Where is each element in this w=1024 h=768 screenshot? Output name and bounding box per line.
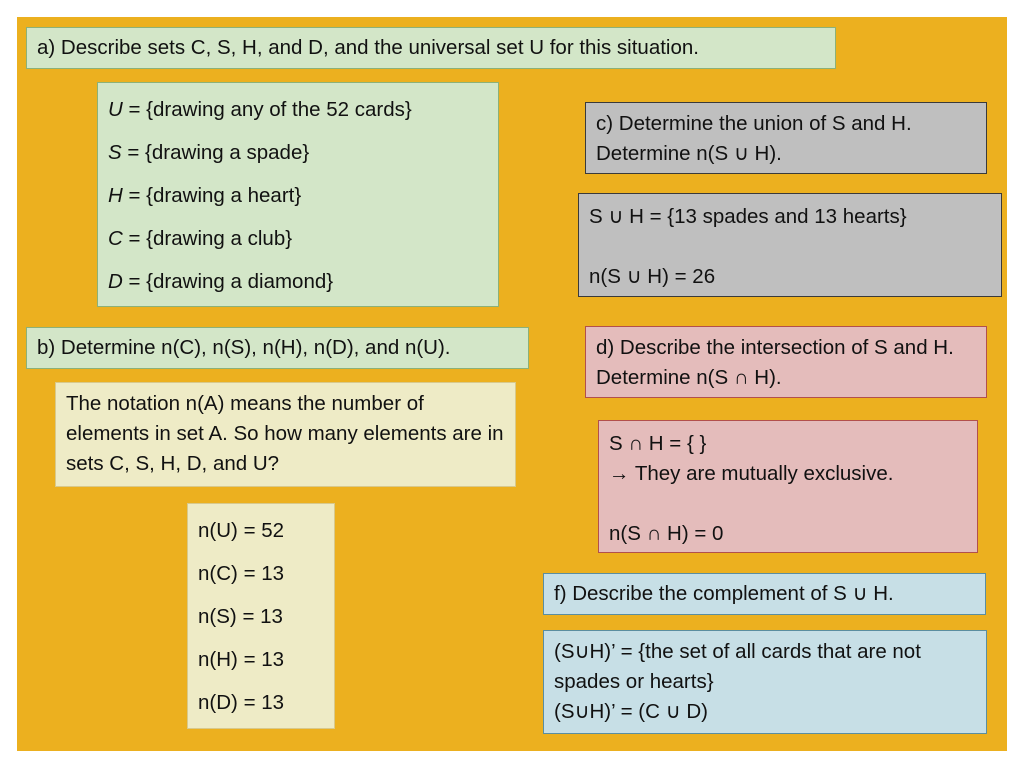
part-d-text: d) Describe the intersection of S and H. Determine n(S ∩ H). [596,336,954,389]
union-set: S ∪ H = {13 spades and 13 hearts} [589,205,907,228]
intersection-set: S ∩ H = { } [609,432,707,455]
part-a-prompt [26,27,836,69]
union-answer [578,193,1002,297]
union-count: n(S ∪ H) = 26 [589,265,716,288]
part-c-text: c) Determine the union of S and H. Determine n(S ∪ H). [596,112,912,165]
count-s: n(S) = 13 [198,605,283,628]
part-f-prompt [543,573,986,615]
part-d-prompt [585,326,987,398]
part-c-prompt [585,102,987,174]
count-d: n(D) = 13 [198,691,285,714]
set-counts [187,503,335,729]
intersection-note: → They are mutually exclusive. [609,462,894,485]
intersection-count: n(S ∩ H) = 0 [609,522,724,545]
part-f-text: f) Describe the complement of S ∪ H. [554,582,894,605]
count-u: n(U) = 52 [198,519,285,542]
set-h-def: H = {drawing a heart} [108,184,302,207]
set-u-def: U = {drawing any of the 52 cards} [108,98,412,121]
set-c-def: C = {drawing a club} [108,227,293,250]
notation-explanation [55,382,516,487]
set-definitions [97,82,499,307]
complement-line-1: (S∪H)’ = {the set of all cards that are not spades or hearts} [554,640,921,693]
count-h: n(H) = 13 [198,648,285,671]
count-c: n(C) = 13 [198,562,285,585]
set-s-def: S = {drawing a spade} [108,141,310,164]
set-d-def: D = {drawing a diamond} [108,270,334,293]
right-arrow-icon: → [609,462,630,485]
part-a-text: a) Describe sets C, S, H, and D, and the universal set U for this situation. [37,36,699,59]
intersection-answer [598,420,978,553]
part-b-text: b) Determine n(C), n(S), n(H), n(D), and n(U). [37,336,451,359]
complement-line-2: (S∪H)’ = (C ∪ D) [554,700,708,723]
complement-answer [543,630,987,734]
notation-text: The notation n(A) means the number of elements in set A. So how many elements are in sets C, S, H, D, and U? [66,392,504,475]
part-b-prompt [26,327,529,369]
